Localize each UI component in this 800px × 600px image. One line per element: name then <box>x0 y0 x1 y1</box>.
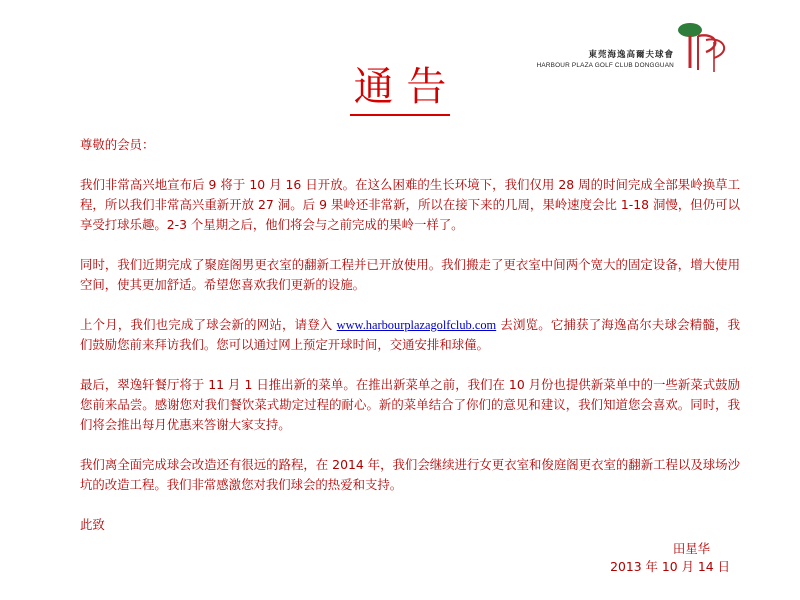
paragraph-restaurant: 最后，翠逸轩餐厅将于 11 月 1 日推出新的菜单。在推出新菜单之前，我们在 10 月份也提供新菜单中的一些新菜式鼓励您前来品尝。感谢您对我们餐饮菜式勘定过程的耐心。新的菜单结合了你们的意见和建议，我们知道您会喜欢。同时，我们将会推出每月优惠来答谢大家支持。 <box>80 377 740 432</box>
club-name-en: HARBOUR PLAZA GOLF CLUB DONGGUAN <box>536 62 674 69</box>
club-name-cn: 東莞海逸高爾夫球會 <box>588 50 674 60</box>
notice-title-text: 通 告 <box>350 55 451 116</box>
website-link[interactable]: www.harbourplazagolfclub.com <box>336 318 497 332</box>
website-text-after: 去浏览。它捕获了海逸高尔夫球会精髓，我们鼓励您前来拜访我们。您可以通过网上预定开球时间，交通安排和球僮。 <box>80 317 740 352</box>
signature-block <box>610 540 730 576</box>
notice-title <box>0 55 800 116</box>
paragraph-renovation: 我们离全面完成球会改造还有很远的路程，在 2014 年，我们会继续进行女更衣室和俊庭阁更衣室的翻新工程以及球场沙坑的改造工程。我们非常感激您对我们球会的热爱和支持。 <box>80 457 740 492</box>
notice-body <box>80 135 740 555</box>
paragraph-website <box>80 315 740 355</box>
closing: 此致 <box>80 517 105 532</box>
website-text-before: 上个月，我们也完成了球会新的网站，请登入 <box>80 317 337 332</box>
signature-date: 2013 年 10 月 14 日 <box>610 559 730 574</box>
signatory-name: 田星华 <box>672 541 710 556</box>
paragraph-reopening: 我们非常高兴地宣布后 9 将于 10 月 16 日开放。在这么困难的生长环境下，我们仅用 28 周的时间完成全部果岭换草工程，所以我们非常高兴重新开放 27 洞。后 9 果岭还非常新，所以在接下来的几周，果岭速度会比 1-18 洞慢，但仍可以享受打球乐趣。2-3 个星期之后，他们将会与之前完成的果岭一样了。 <box>80 177 740 232</box>
greeting: 尊敬的会员： <box>80 137 155 152</box>
paragraph-locker-room: 同时，我们近期完成了聚庭阁男更衣室的翻新工程并已开放使用。我们搬走了更衣室中间两个宽大的固定设备，增大使用空间，使其更加舒适。希望您喜欢我们更新的设施。 <box>80 257 740 292</box>
